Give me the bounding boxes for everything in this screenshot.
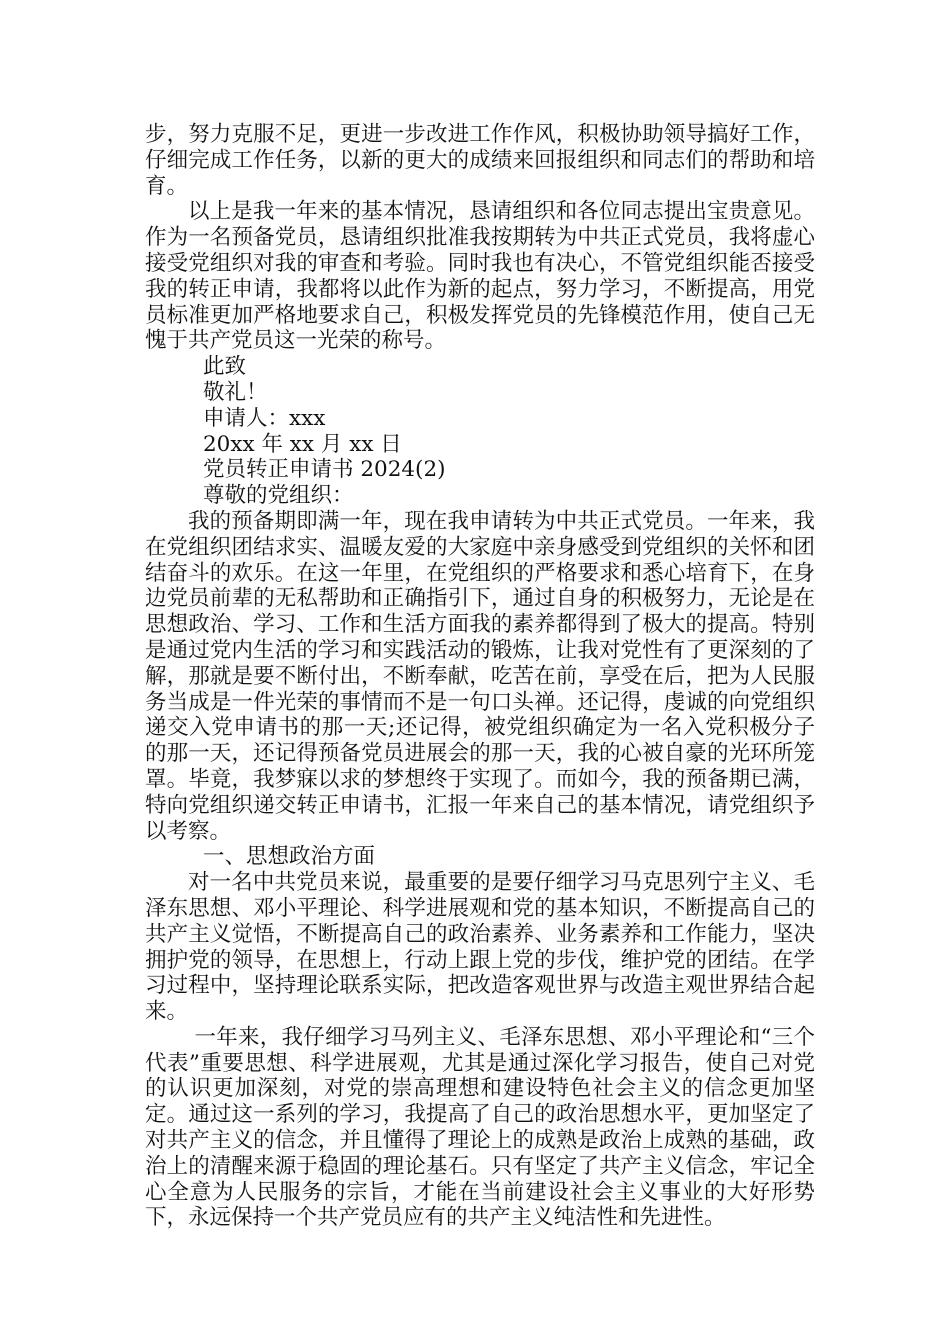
applicant-signature: 申请人：xxx <box>203 405 326 431</box>
paragraph-introduction: 我的预备期即满一年，现在我申请转为中共正式党员。一年来，我在党组织团结求实、温暖友爱的大家庭中亲身感受到党组织的关怀和团结奋斗的欢乐。在这一年里，在党组织的严格要求和悉心培育下，在身边党员前辈的无私帮助和正确指引下，通过自身的积极努力，无论是在思想政治、学习、工作和生活方面我的素养都得到了极大的提高。特别是通过党内生活的学习和实践活动的锻炼，让我对党性有了更深刻的了解，那就是要不断付出，不断奉献，吃苦在前，享受在后，把为人民服务当成是一件光荣的事情而不是一句口头禅。还记得，虔诚的向党组织递交入党申请书的那一天;还记得，被党组织确定为一名入党积极分子的那一天，还记得预备党员进展会的那一天，我的心被自豪的光环所笼罩。毕竟，我梦寐以求的梦想终于实现了。而如今，我的预备期已满，特向党组织递交转正申请书，汇报一年来自己的基本情况，请党组织予以考察。 <box>145 508 815 844</box>
section-heading-political: 一、思想政治方面 <box>203 844 376 870</box>
closing-salutation: 此致 <box>203 354 247 380</box>
paragraph-continuation: 步，努力克服不足，更进一步改进工作作风，积极协助领导搞好工作，仔细完成工作任务，以新的更大的成绩来回报组织和同志们的帮助和培育。 <box>145 122 815 199</box>
paragraph-political-thought: 对一名中共党员来说，最重要的是要仔细学习马克思列宁主义、毛泽东思想、邓小平理论、科学进展观和党的基本知识，不断提高自己的共产主义觉悟，不断提高自己的政治素养、业务素养和工作能力，坚决拥护党的领导，在思想上，行动上跟上党的步伐，维护党的团结。在学习过程中，坚持理论联系实际，把改造客观世界与改造主观世界结合起来。 <box>145 870 815 1025</box>
document-body <box>145 122 815 1231</box>
addressee: 尊敬的党组织： <box>203 483 354 509</box>
closing-regards: 敬礼！ <box>203 379 268 405</box>
paragraph-summary: 以上是我一年来的基本情况，恳请组织和各位同志提出宝贵意见。作为一名预备党员，恳请组织批准我按期转为中共正式党员，我将虚心接受党组织对我的审查和考验。同时我也有决心，不管党组织能否接受我的转正申请，我都将以此作为新的起点，努力学习，不断提高，用党员标准更加严格地要求自己，积极发挥党员的先锋模范作用，使自己无愧于共产党员这一光荣的称号。 <box>145 199 815 354</box>
application-date: 20xx 年 xx 月 xx 日 <box>203 431 402 457</box>
paragraph-study-summary: 一年来，我仔细学习马列主义、毛泽东思想、邓小平理论和“三个代表”重要思想、科学进展观，尤其是通过深化学习报告，使自己对党的认识更加深刻，对党的崇高理想和建设特色社会主义的信念更加坚定。通过这一系列的学习，我提高了自己的政治思想水平，更加坚定了对共产主义的信念，并且懂得了理论上的成熟是政治上成熟的基础，政治上的清醒来源于稳固的理论基石。只有坚定了共产主义信念，牢记全心全意为人民服务的宗旨，才能在当前建设社会主义事业的大好形势下，永远保持一个共产党员应有的共产主义纯洁性和先进性。 <box>145 1024 815 1231</box>
document-heading: 党员转正申请书 2024(2) <box>203 457 446 483</box>
